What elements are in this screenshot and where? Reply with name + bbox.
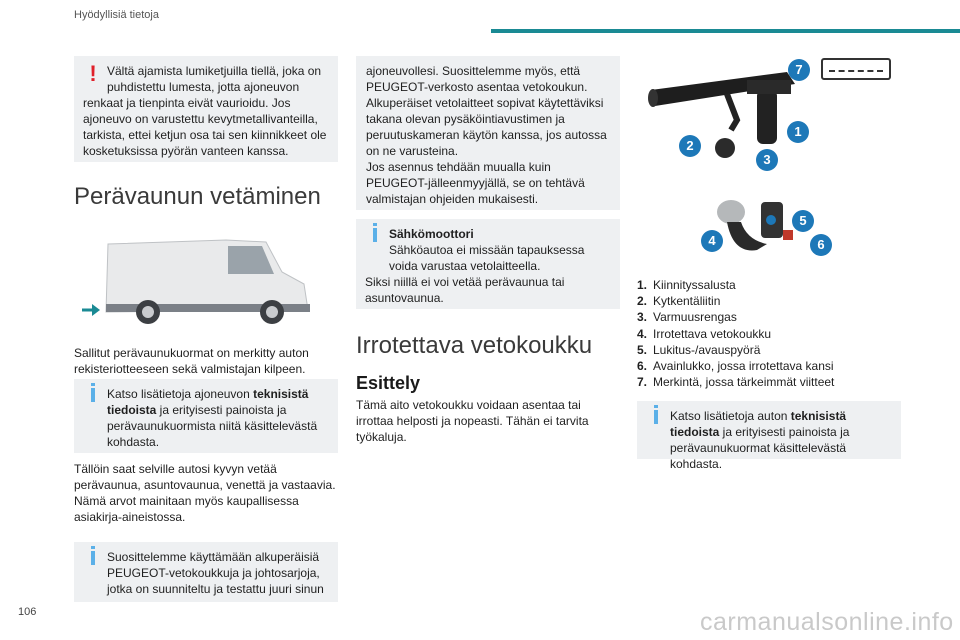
callout-7: 7 — [788, 59, 810, 81]
watermark: carmanualsonline.info — [700, 608, 954, 636]
callout-3: 3 — [756, 149, 778, 171]
info-box-original-hitch: Suosittelemme käyttämään alkuperäisiä PEUGEOT-vetokoukkuja ja johtosarjoja, jotka on suunniteltu ja testattu juuri sinun — [74, 542, 338, 602]
parts-list — [637, 277, 901, 390]
list-item: 5. Lukitus-/avauspyörä — [637, 342, 761, 357]
info-box-technical: Katso lisätietoja ajoneuvon teknisistä tiedoista ja erityisesti painoista ja perävaunukuormista niitä käsittelevästä kohdasta. — [74, 379, 338, 453]
warning-box — [74, 56, 338, 162]
callout-5: 5 — [792, 210, 814, 232]
running-header: Hyödyllisiä tietoja — [74, 9, 159, 21]
van-illustration — [76, 232, 316, 332]
warning-text-first: Vältä ajamista lumiketjuilla tiellä, joka on puhdistettu lumesta, jotta ajoneuvon — [107, 64, 322, 94]
section-heading-detachable-hitch: Irrotettava vetokoukku — [356, 332, 593, 359]
info-box-electric: Sähkömoottori Sähköautoa ei missään tapauksessa voida varustaa vetolaitteella. Siksi niillä ei voi vetää perävaunua tai asuntovaunua. — [356, 219, 620, 309]
subheading-presentation: Esittely — [356, 373, 421, 393]
info-icon — [373, 223, 377, 226]
info-box-continued: ajoneuvollesi. Suosittelemme myös, että PEUGEOT-verkosto asentaa vetokoukun. Alkuperäiset vetolaitteet sopivat käytettäviksi takana olevan pysäköintiavustimen ja peruutuskameran käytön kanssa, jos autossa on ne varusteina. Jos asennus tehdään muualla kuin PEUGEOT-jälleenmyyjällä, se on tehtävä valmistajan ohjeiden mukaisesti. — [356, 56, 620, 210]
info-box-loads: Katso lisätietoja auton teknisistä tiedoista ja erityisesti painoista ja perävaunukuormat käsittelevästä kohdasta. — [637, 401, 901, 459]
paragraph-allowed-loads: Sallitut perävaunukuormat on merkitty auton rekisteriotteeseen sekä valmistajan kilpeen. — [74, 346, 309, 376]
list-item: 6. Avainlukko, jossa irrotettava kansi — [637, 359, 834, 374]
warning-icon: ! — [89, 61, 97, 86]
paragraph-capacity: Tällöin saat selville autosi kyvyn vetää perävaunua, asuntovaunua, venettä ja vastaavia. Nämä arvot mainitaan myös kaupallisessa asiakirja-aineistossa. — [74, 462, 336, 524]
towbar-illustration — [637, 54, 901, 274]
info-icon — [91, 383, 95, 386]
info-icon — [91, 546, 95, 549]
list-item: 4. Irrotettava vetokoukku — [637, 326, 772, 341]
list-item: 3. Varmuusrengas — [637, 310, 737, 325]
callout-1: 1 — [787, 121, 809, 143]
info-icon — [654, 405, 658, 408]
paragraph-hitch-intro: Tämä aito vetokoukku voidaan asentaa tai irrottaa helposti ja nopeasti. Tähän ei tarvita työkaluja. — [356, 398, 589, 444]
van-image — [76, 232, 316, 332]
section-heading-towing: Perävaunun vetäminen — [74, 183, 321, 210]
callout-4: 4 — [701, 230, 723, 252]
list-item: 7. Merkintä, jossa tärkeimmät viitteet — [637, 375, 835, 390]
warning-text-rest: renkaat ja tienpinta eivät vaurioidu. Jos ajoneuvo on varustettu kevytmetallivanteilla, tarkista, ettei ketjun osa tai sen kiinnikkeet ole kosketuksissa pyörän vanteen kanssa. — [83, 96, 327, 158]
list-item: 1. Kiinnityssalusta — [637, 278, 736, 292]
callout-6: 6 — [810, 234, 832, 256]
callout-2: 2 — [679, 135, 701, 157]
page-number: 106 — [18, 606, 37, 618]
header-accent-bar — [491, 29, 960, 33]
list-item: 2. Kytkentäliitin — [637, 294, 721, 309]
marking-plate-icon — [821, 58, 891, 80]
